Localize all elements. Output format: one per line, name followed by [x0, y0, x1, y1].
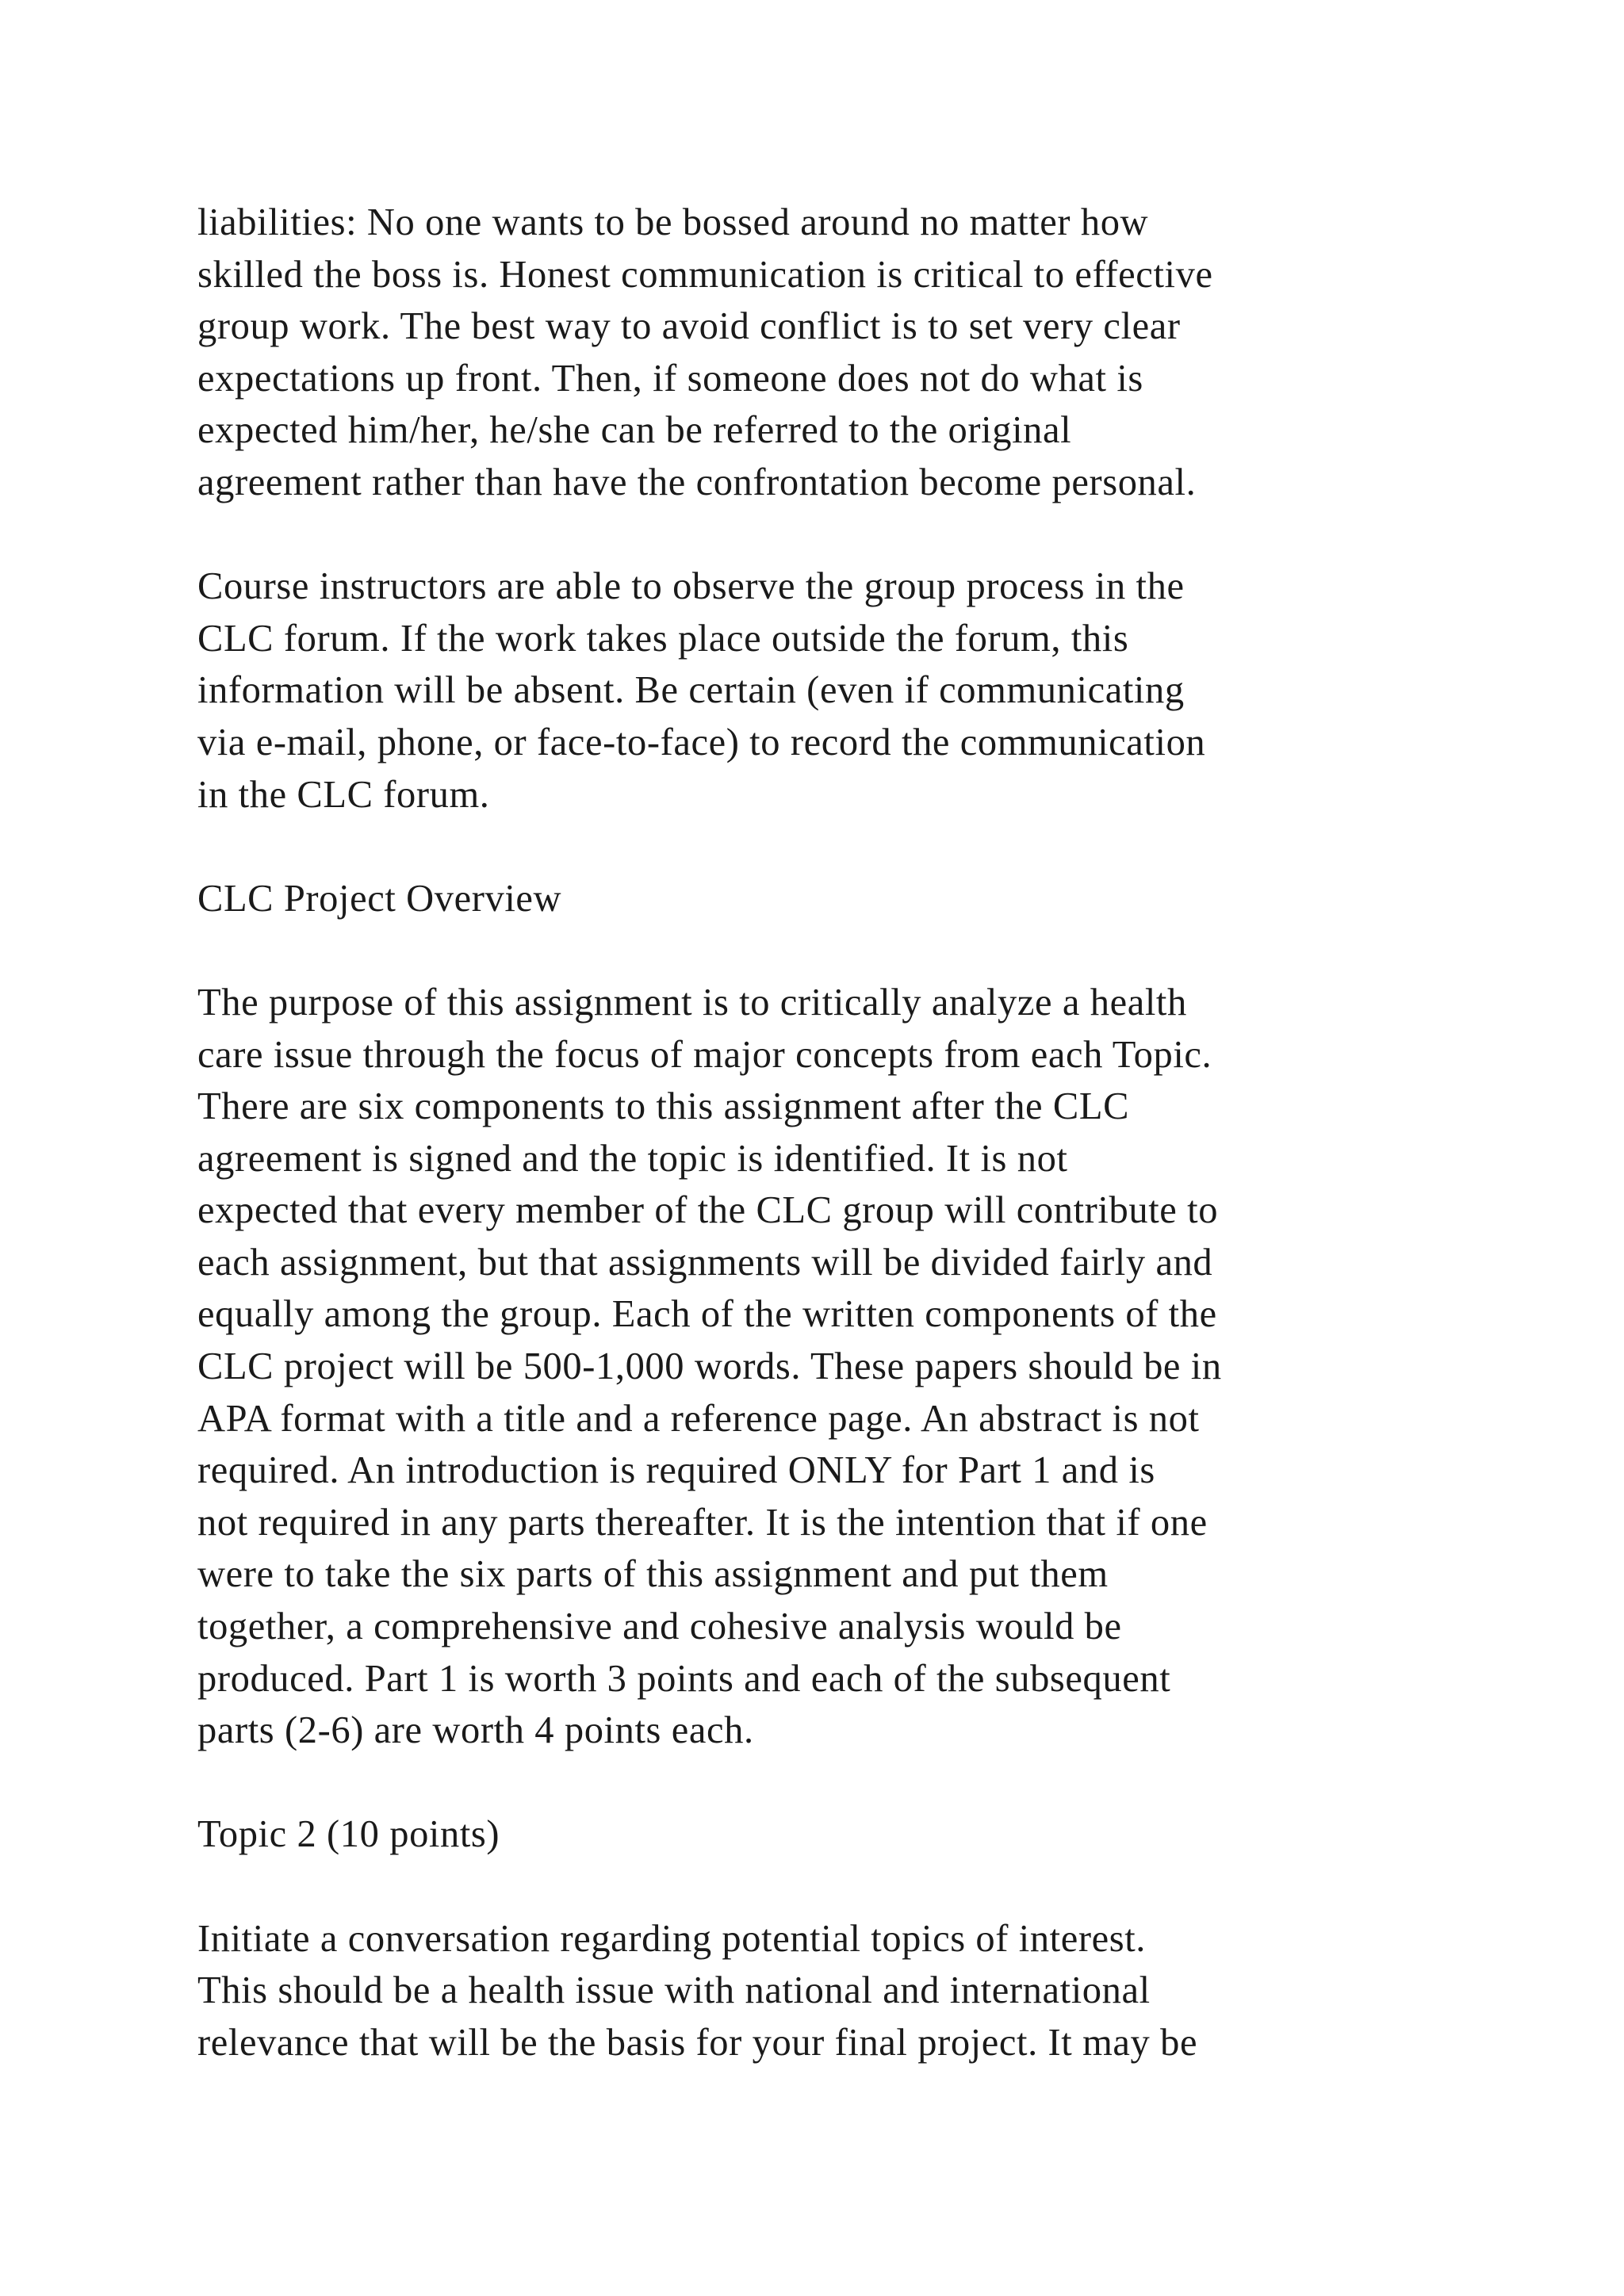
text-line: There are six components to this assignment after the CLC — [197, 1085, 1130, 1128]
text-line: produced. Part 1 is worth 3 points and each of the subsequent — [197, 1657, 1171, 1700]
text-line: expectations up front. Then, if someone does not do what is — [197, 357, 1143, 400]
text-line: This should be a health issue with national and international — [197, 1969, 1151, 2012]
text-line: expected him/her, he/she can be referred to the original — [197, 409, 1072, 452]
text-line: each assignment, but that assignments will be divided fairly and — [197, 1241, 1213, 1284]
text-line: CLC project will be 500-1,000 words. These papers should be in — [197, 1345, 1222, 1388]
heading-line: Topic 2 (10 points) — [197, 1813, 500, 1856]
heading-line: CLC Project Overview — [197, 877, 562, 920]
text-line: skilled the boss is. Honest communication is critical to effective — [197, 253, 1213, 296]
text-line: CLC forum. If the work takes place outside the forum, this — [197, 617, 1129, 660]
text-line: parts (2-6) are worth 4 points each. — [197, 1709, 754, 1752]
text-line: in the CLC forum. — [197, 773, 490, 816]
section-heading-clc-project-overview — [197, 873, 1514, 925]
text-line: APA format with a title and a reference page. An abstract is not — [197, 1397, 1200, 1440]
text-line: care issue through the focus of major concepts from each Topic. — [197, 1033, 1212, 1076]
paragraph-course-instructors — [197, 561, 1514, 821]
text-line: were to take the six parts of this assignment and put them — [197, 1553, 1109, 1596]
text-line: together, a comprehensive and cohesive analysis would be — [197, 1605, 1122, 1648]
text-line: liabilities: No one wants to be bossed around no matter how — [197, 201, 1149, 243]
text-line: via e-mail, phone, or face-to-face) to record the communication — [197, 721, 1206, 763]
text-line: not required in any parts thereafter. It is the intention that if one — [197, 1501, 1208, 1544]
document-body — [197, 197, 1514, 2121]
text-line: relevance that will be the basis for your final project. It may be — [197, 2021, 1198, 2064]
text-line: required. An introduction is required ONLY for Part 1 and is — [197, 1449, 1155, 1492]
text-line: information will be absent. Be certain (even if communicating — [197, 669, 1185, 712]
text-line: equally among the group. Each of the written components of the — [197, 1293, 1217, 1336]
paragraph-liabilities — [197, 197, 1514, 509]
text-line: agreement rather than have the confrontation become personal. — [197, 461, 1197, 503]
text-line: agreement is signed and the topic is identified. It is not — [197, 1137, 1068, 1180]
section-heading-topic-2 — [197, 1808, 1514, 1861]
text-line: expected that every member of the CLC group will contribute to — [197, 1189, 1219, 1232]
text-line: The purpose of this assignment is to critically analyze a health — [197, 981, 1187, 1024]
paragraph-initiate-conversation — [197, 1913, 1514, 2069]
paragraph-purpose — [197, 977, 1514, 1757]
text-line: group work. The best way to avoid conflict is to set very clear — [197, 305, 1181, 348]
text-line: Initiate a conversation regarding potential topics of interest. — [197, 1917, 1147, 1960]
text-line: Course instructors are able to observe the group process in the — [197, 565, 1185, 608]
